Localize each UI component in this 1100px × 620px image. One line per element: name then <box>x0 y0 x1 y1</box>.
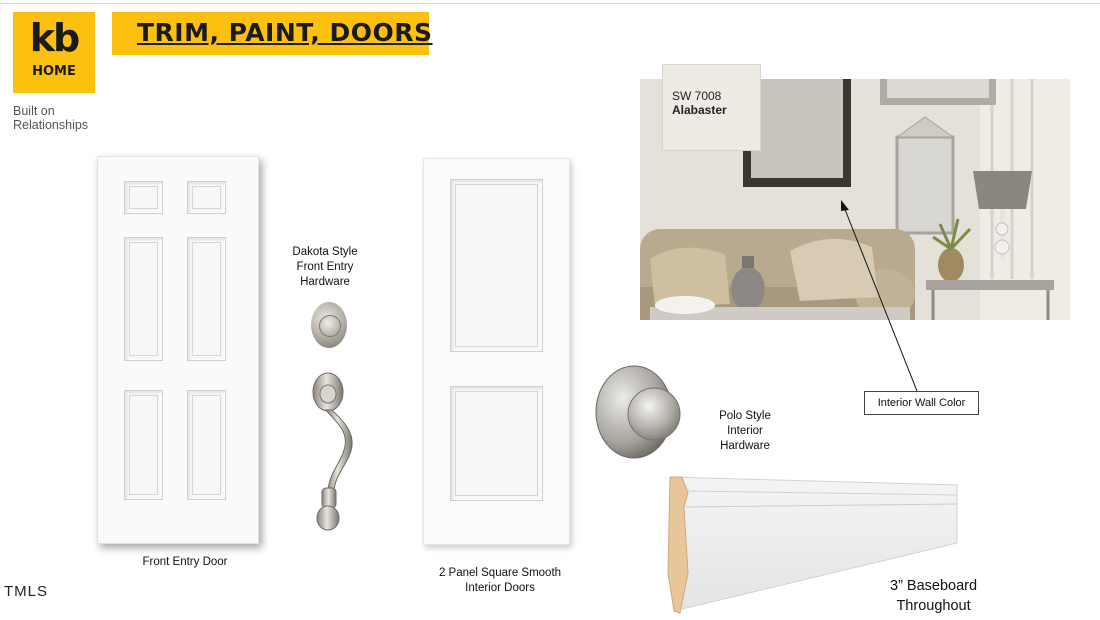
front-entry-door-image <box>97 156 259 544</box>
door-panel <box>450 179 543 352</box>
interior-door-image <box>423 158 570 545</box>
baseboard-label: 3” Baseboard Throughout <box>890 578 978 614</box>
swatch-code: SW 7008 <box>672 89 722 103</box>
interior-door-label: 2 Panel Square Smooth Interior Doors <box>438 567 562 594</box>
swatch-name: Alabaster <box>672 103 727 117</box>
door-panel <box>124 390 163 500</box>
front-entry-hardware-label: Dakota Style Front Entry Hardware <box>292 246 358 288</box>
door-panel <box>187 237 226 361</box>
door-panel <box>187 181 226 214</box>
door-panel <box>124 181 163 214</box>
deadbolt-icon <box>311 302 347 348</box>
logo-home-text: HOME <box>32 64 76 79</box>
door-panel <box>187 390 226 500</box>
title-banner <box>112 12 433 55</box>
mls-watermark: TMLS <box>4 583 49 600</box>
callout-arrow-icon <box>830 195 930 395</box>
paint-swatch <box>662 64 761 151</box>
door-knob-icon <box>594 364 682 460</box>
page-title: TRIM, PAINT, DOORS <box>137 18 433 47</box>
keyhole-icon <box>319 315 341 337</box>
logo-kb-text: kb <box>29 16 79 60</box>
top-divider <box>0 3 1100 4</box>
door-panel <box>450 386 543 501</box>
interior-hardware-label: Polo Style Interior Hardware <box>719 410 771 452</box>
front-entry-door-label: Front Entry Door <box>142 556 228 568</box>
logo-tagline: Built on Relationships <box>13 104 89 132</box>
interior-wall-color-label: Interior Wall Color <box>864 391 979 415</box>
door-panel <box>124 237 163 361</box>
handleset-icon <box>306 372 356 532</box>
kb-home-logo <box>13 12 95 93</box>
